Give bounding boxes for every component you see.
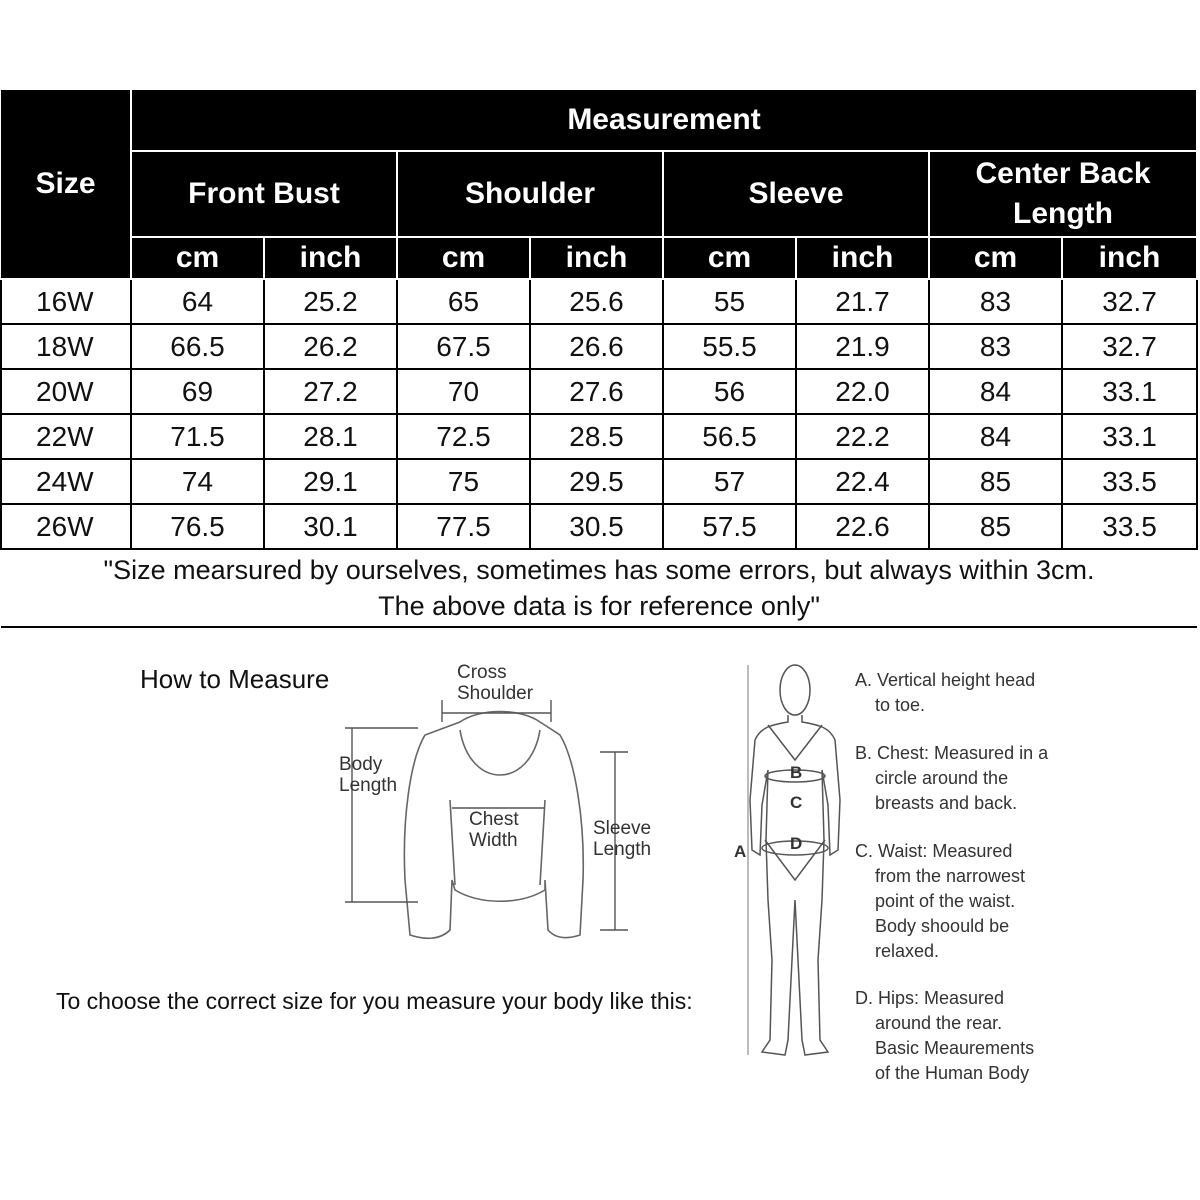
unit-header: cm xyxy=(397,237,530,279)
measurement-cell: 28.1 xyxy=(264,414,397,459)
body-letter-d: D xyxy=(790,834,803,853)
table-row xyxy=(1,279,1197,324)
legend-item-b: B. Chest: Measured in a circle around the breasts and back. xyxy=(855,743,1049,813)
measurement-cell: 57 xyxy=(663,459,796,504)
measurement-cell: 30.1 xyxy=(264,504,397,549)
unit-header: inch xyxy=(530,237,663,279)
how-to-measure-title: How to Measure xyxy=(140,664,330,694)
legend-item-c: C. Waist: Measured from the narrowest point of the waist. Body shoould be relaxed. xyxy=(855,841,1026,961)
measurement-cell: 22.6 xyxy=(796,504,929,549)
sleeve-length-label: Sleeve Length xyxy=(593,818,652,860)
measurement-cell: 70 xyxy=(397,369,530,414)
measurement-cell: 67.5 xyxy=(397,324,530,369)
measurement-cell: 57.5 xyxy=(663,504,796,549)
size-chart-table xyxy=(0,90,1198,628)
measurement-cell: 56.5 xyxy=(663,414,796,459)
group-header-shoulder: Shoulder xyxy=(397,151,663,237)
measurement-cell: 33.1 xyxy=(1062,414,1197,459)
measurement-cell: 55 xyxy=(663,279,796,324)
unit-header: inch xyxy=(796,237,929,279)
size-cell: 20W xyxy=(1,369,131,414)
measurement-cell: 29.5 xyxy=(530,459,663,504)
measurement-cell: 32.7 xyxy=(1062,279,1197,324)
reference-note xyxy=(1,549,1197,627)
measurement-cell: 84 xyxy=(929,369,1062,414)
table-row xyxy=(1,369,1197,414)
measurement-cell: 64 xyxy=(131,279,264,324)
instruction-text: To choose the correct size for you measure your body like this: xyxy=(56,988,693,1014)
body-letter-c: C xyxy=(790,793,803,812)
measurement-cell: 26.2 xyxy=(264,324,397,369)
table-row xyxy=(1,459,1197,504)
figure-chest-lines xyxy=(768,725,822,760)
unit-header: inch xyxy=(1062,237,1197,279)
measurement-cell: 83 xyxy=(929,324,1062,369)
measurement-cell: 74 xyxy=(131,459,264,504)
legend-item-a: A. Vertical height head to toe. xyxy=(855,670,1036,715)
body-letter-a: A xyxy=(734,842,747,861)
unit-header: cm xyxy=(663,237,796,279)
measurement-cell: 83 xyxy=(929,279,1062,324)
measurement-cell: 33.5 xyxy=(1062,459,1197,504)
reference-note-line-2: The above data is for reference only" xyxy=(378,591,820,621)
measurement-cell: 65 xyxy=(397,279,530,324)
measurement-cell: 72.5 xyxy=(397,414,530,459)
measurement-cell: 66.5 xyxy=(131,324,264,369)
table-row xyxy=(1,324,1197,369)
body-figure-diagram xyxy=(730,660,850,1070)
group-header-center-back-length: Center Back Length xyxy=(929,151,1197,237)
figure-head xyxy=(780,665,810,715)
sweater-neckline xyxy=(460,730,540,775)
group-header-sleeve: Sleeve xyxy=(663,151,929,237)
size-header: Size xyxy=(1,90,131,279)
measurement-cell: 75 xyxy=(397,459,530,504)
unit-header: cm xyxy=(131,237,264,279)
measurement-cell: 33.1 xyxy=(1062,369,1197,414)
size-cell: 24W xyxy=(1,459,131,504)
measurement-cell: 33.5 xyxy=(1062,504,1197,549)
unit-header: inch xyxy=(264,237,397,279)
body-letter-b: B xyxy=(790,763,803,782)
measurement-cell: 21.9 xyxy=(796,324,929,369)
measurement-cell: 21.7 xyxy=(796,279,929,324)
measurement-cell: 25.2 xyxy=(264,279,397,324)
measurement-header: Measurement xyxy=(131,90,1197,151)
measurement-cell: 22.2 xyxy=(796,414,929,459)
measurement-cell: 56 xyxy=(663,369,796,414)
measurement-cell: 71.5 xyxy=(131,414,264,459)
measurement-cell: 28.5 xyxy=(530,414,663,459)
measurement-cell: 55.5 xyxy=(663,324,796,369)
size-cell: 26W xyxy=(1,504,131,549)
measurement-cell: 25.6 xyxy=(530,279,663,324)
size-cell: 22W xyxy=(1,414,131,459)
measurement-cell: 30.5 xyxy=(530,504,663,549)
body-length-label: Body Length xyxy=(339,754,398,796)
table-row xyxy=(1,504,1197,549)
size-cell: 18W xyxy=(1,324,131,369)
reference-note-line-1: "Size mearsured by ourselves, sometimes has some errors, but always within 3cm. xyxy=(103,555,1095,585)
unit-header: cm xyxy=(929,237,1062,279)
measurement-cell: 32.7 xyxy=(1062,324,1197,369)
measurement-cell: 26.6 xyxy=(530,324,663,369)
cross-shoulder-label: Cross Shoulder xyxy=(457,662,534,704)
measurement-cell: 77.5 xyxy=(397,504,530,549)
measurement-cell: 85 xyxy=(929,504,1062,549)
chest-width-label: Chest Width xyxy=(469,809,519,851)
size-cell: 16W xyxy=(1,279,131,324)
measurement-cell: 29.1 xyxy=(264,459,397,504)
measurement-cell: 22.0 xyxy=(796,369,929,414)
measurement-cell: 22.4 xyxy=(796,459,929,504)
measurement-cell: 84 xyxy=(929,414,1062,459)
group-header-front-bust: Front Bust xyxy=(131,151,397,237)
measurement-cell: 27.6 xyxy=(530,369,663,414)
table-row xyxy=(1,414,1197,459)
measurement-cell: 76.5 xyxy=(131,504,264,549)
measurement-cell: 27.2 xyxy=(264,369,397,414)
measurement-cell: 69 xyxy=(131,369,264,414)
measurement-cell: 85 xyxy=(929,459,1062,504)
legend-item-d: D. Hips: Measured around the rear. Basic Meaurements of the Human Body xyxy=(855,988,1035,1083)
